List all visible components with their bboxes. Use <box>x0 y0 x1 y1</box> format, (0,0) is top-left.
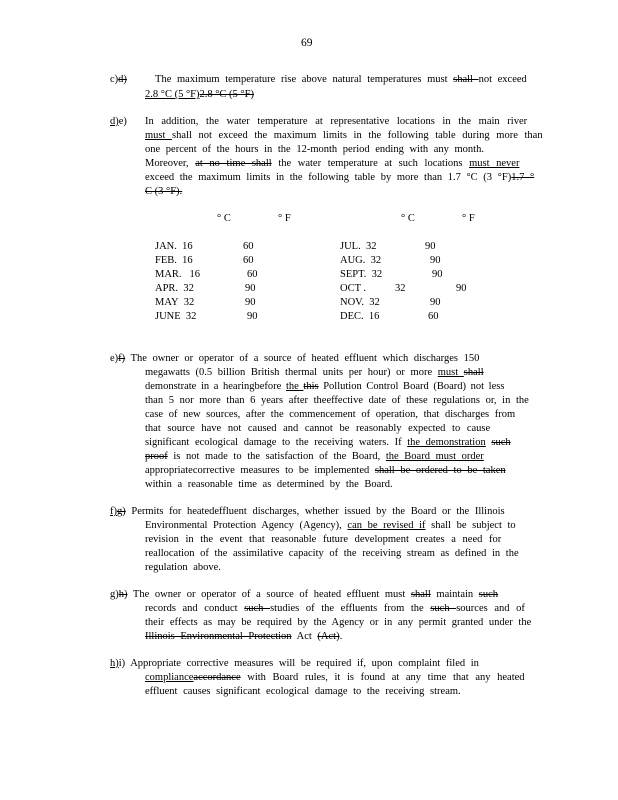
text: Environmental Protection Agency (Agency), <box>145 520 348 531</box>
text: not exceed <box>478 74 527 85</box>
inserted-text: 2.8 °C (5 °F) <box>145 89 200 100</box>
table-cell: 60 <box>428 311 439 322</box>
header-left-c: ° C <box>217 213 231 224</box>
inserted-text: can be revised if <box>347 520 426 531</box>
deleted-text: shall <box>410 589 431 600</box>
text: the water temperature at such locations <box>271 158 470 169</box>
para-h-line-2 <box>145 671 525 685</box>
table-row: DEC. 16 <box>340 311 380 322</box>
para-d-line-4 <box>145 157 519 171</box>
text: is not made to the satisfaction of the Board, <box>167 451 386 462</box>
para-f-line-2 <box>145 519 516 533</box>
label-old: h) <box>118 589 128 600</box>
text: effluent discharges, whether issued by the Board or the Illinois <box>214 506 505 517</box>
table-cell: 60 <box>247 269 258 280</box>
para-c-line-1 <box>110 73 527 87</box>
para-c-line-2 <box>145 88 254 102</box>
table-cell: 90 <box>430 255 441 266</box>
text: . <box>339 631 343 642</box>
inserted-text: must <box>437 367 464 378</box>
para-f-line-5: regulation above. <box>145 562 221 573</box>
text: effective date of these regulations or, in the <box>326 395 529 406</box>
deleted-text: such <box>244 603 271 614</box>
text: shall <box>172 130 192 141</box>
deleted-text: (Act) <box>317 631 340 642</box>
label-old: f) <box>118 353 126 364</box>
para-d-line-5 <box>145 171 534 185</box>
table-cell: 90 <box>430 297 441 308</box>
para-f-line-1 <box>110 505 505 519</box>
table-row: JUL. 32 <box>340 241 377 252</box>
inserted-text: the Board must order <box>385 451 484 462</box>
table-row: JUNE 32 <box>155 311 197 322</box>
para-e-line-4 <box>145 394 529 408</box>
text: shall be subject to <box>425 520 516 531</box>
para-e-line-10: within a reasonable time as determined by the Board. <box>145 479 393 490</box>
table-cell: 90 <box>245 297 256 308</box>
label-new: e) <box>110 353 119 364</box>
table-row: JAN. 16 <box>155 241 193 252</box>
text: sources and of <box>456 603 525 614</box>
text: demonstrate in a hearing <box>145 381 255 392</box>
para-e-line-9 <box>145 464 506 478</box>
text: exceed the maximum limits in the following table by more than 1.7 °C (3 °F) <box>145 172 512 183</box>
deleted-text: shall be ordered to be taken <box>374 465 506 476</box>
para-h-line-3: effluent causes significant ecological damage to the receiving stream. <box>145 686 461 697</box>
para-d-line-1: In addition, the water temperature at representative locations in the main river <box>145 116 528 127</box>
para-e-line-6: that source have not caused and cannot be reasonably expected to cause <box>145 423 491 434</box>
label-new: f) <box>110 506 117 517</box>
table-cell: 90 <box>245 283 256 294</box>
para-d-line-3: one percent of the hours in the 12-month period ending with any month. <box>145 144 484 155</box>
text: appropriate <box>145 465 193 476</box>
label-new: c) <box>110 74 119 85</box>
table-row: SEPT. 32 <box>340 269 383 280</box>
inserted-text: the <box>285 381 304 392</box>
text: The owner or operator of a source of heated effluent which discharges 150 <box>125 353 480 364</box>
deleted-text: such <box>478 589 499 600</box>
deleted-text: such <box>430 603 457 614</box>
deleted-text: proof <box>145 451 168 462</box>
text: The owner or operator of a source of heated effluent must <box>127 589 411 600</box>
table-cell: 60 <box>243 255 254 266</box>
table-row: MAY 32 <box>155 297 195 308</box>
header-left-f: ° F <box>278 213 291 224</box>
text: maintain <box>430 589 479 600</box>
para-f-line-3: revision in the event that reasonable future development creates a need for <box>145 534 502 545</box>
text: records and conduct <box>145 603 245 614</box>
para-g-line-4 <box>145 630 342 644</box>
label-old: i) <box>118 658 126 669</box>
text: Permits for heated <box>125 506 215 517</box>
table-cell: 90 <box>432 269 443 280</box>
label-new: h) <box>110 658 119 669</box>
text: Pollution Control Board (Board) not less <box>318 381 505 392</box>
text: Moreover, <box>145 158 196 169</box>
label-new: d) <box>110 116 119 127</box>
label-new: g) <box>110 589 119 600</box>
text: significant ecological damage to the receiving waters. If <box>145 437 408 448</box>
text: with Board rules, it is found at any time that any heated <box>240 672 525 683</box>
table-cell: 90 <box>425 241 436 252</box>
inserted-text: must never <box>469 158 520 169</box>
para-e-line-2 <box>145 366 484 380</box>
para-g-line-2 <box>145 602 525 616</box>
inserted-text: compliance <box>145 672 194 683</box>
para-e-line-7 <box>145 436 511 450</box>
text: The maximum temperature rise above natural temperatures must <box>155 74 454 85</box>
para-e-line-3 <box>145 380 504 394</box>
table-row: FEB. 16 <box>155 255 193 266</box>
table-row: MAR. 16 <box>155 269 200 280</box>
para-d-line-2 <box>145 129 543 143</box>
label-old: e) <box>118 116 127 127</box>
para-h-line-1 <box>110 657 479 671</box>
label-old: d) <box>118 74 127 85</box>
deleted-text: this <box>303 381 319 392</box>
table-row: NOV. 32 <box>340 297 380 308</box>
para-f-line-4: reallocation of the assimilative capacity of the receiving stream as defined in the <box>145 548 519 559</box>
para-e-line-5: case of new sources, after the commencement of operation, that discharges from <box>145 409 516 420</box>
text: not exceed the maximum limits in the following table during more than <box>191 130 543 141</box>
table-cell: 60 <box>243 241 254 252</box>
deleted-text: such <box>491 437 511 448</box>
text: than 5 nor more than 6 years after the <box>145 395 327 406</box>
deleted-text: shall <box>453 74 479 85</box>
table-cell: 90 <box>456 283 467 294</box>
para-e-line-8 <box>145 450 484 464</box>
para-g-line-3: their effects as may be required by the Agency or in any permit granted under the <box>145 617 532 628</box>
table-cell: 90 <box>247 311 258 322</box>
header-right-c: ° C <box>401 213 415 224</box>
page-number: 69 <box>301 37 313 49</box>
deleted-text: 2.8 °C (5 °F) <box>199 89 254 100</box>
inserted-text: must <box>145 130 173 141</box>
deleted-text: accordance <box>193 672 241 683</box>
text: studies of the effluents from the <box>270 603 431 614</box>
table-row: APR. 32 <box>155 283 194 294</box>
text: corrective measures to be implemented <box>192 465 375 476</box>
deleted-text: shall <box>463 367 484 378</box>
para-d-label <box>110 115 127 129</box>
table-row: OCT . 32 <box>340 283 406 294</box>
inserted-text: the demonstration <box>407 437 486 448</box>
para-g-line-1 <box>110 588 498 602</box>
deleted-text: at no time shall <box>195 158 272 169</box>
text: Act <box>291 631 318 642</box>
text: before <box>254 381 282 392</box>
para-e-line-1 <box>110 352 479 366</box>
header-right-f: ° F <box>462 213 475 224</box>
deleted-text: 1.7 ° <box>511 172 535 183</box>
table-row: AUG. 32 <box>340 255 382 266</box>
para-d-line-6: C (3 °F). <box>145 186 183 197</box>
text: Appropriate corrective measures will be required if, upon complaint filed in <box>125 658 479 669</box>
label-old: g) <box>117 506 126 517</box>
deleted-text: Illinois Environmental Protection <box>145 631 292 642</box>
text: megawatts (0.5 billion British thermal units per hour) or more <box>145 367 438 378</box>
